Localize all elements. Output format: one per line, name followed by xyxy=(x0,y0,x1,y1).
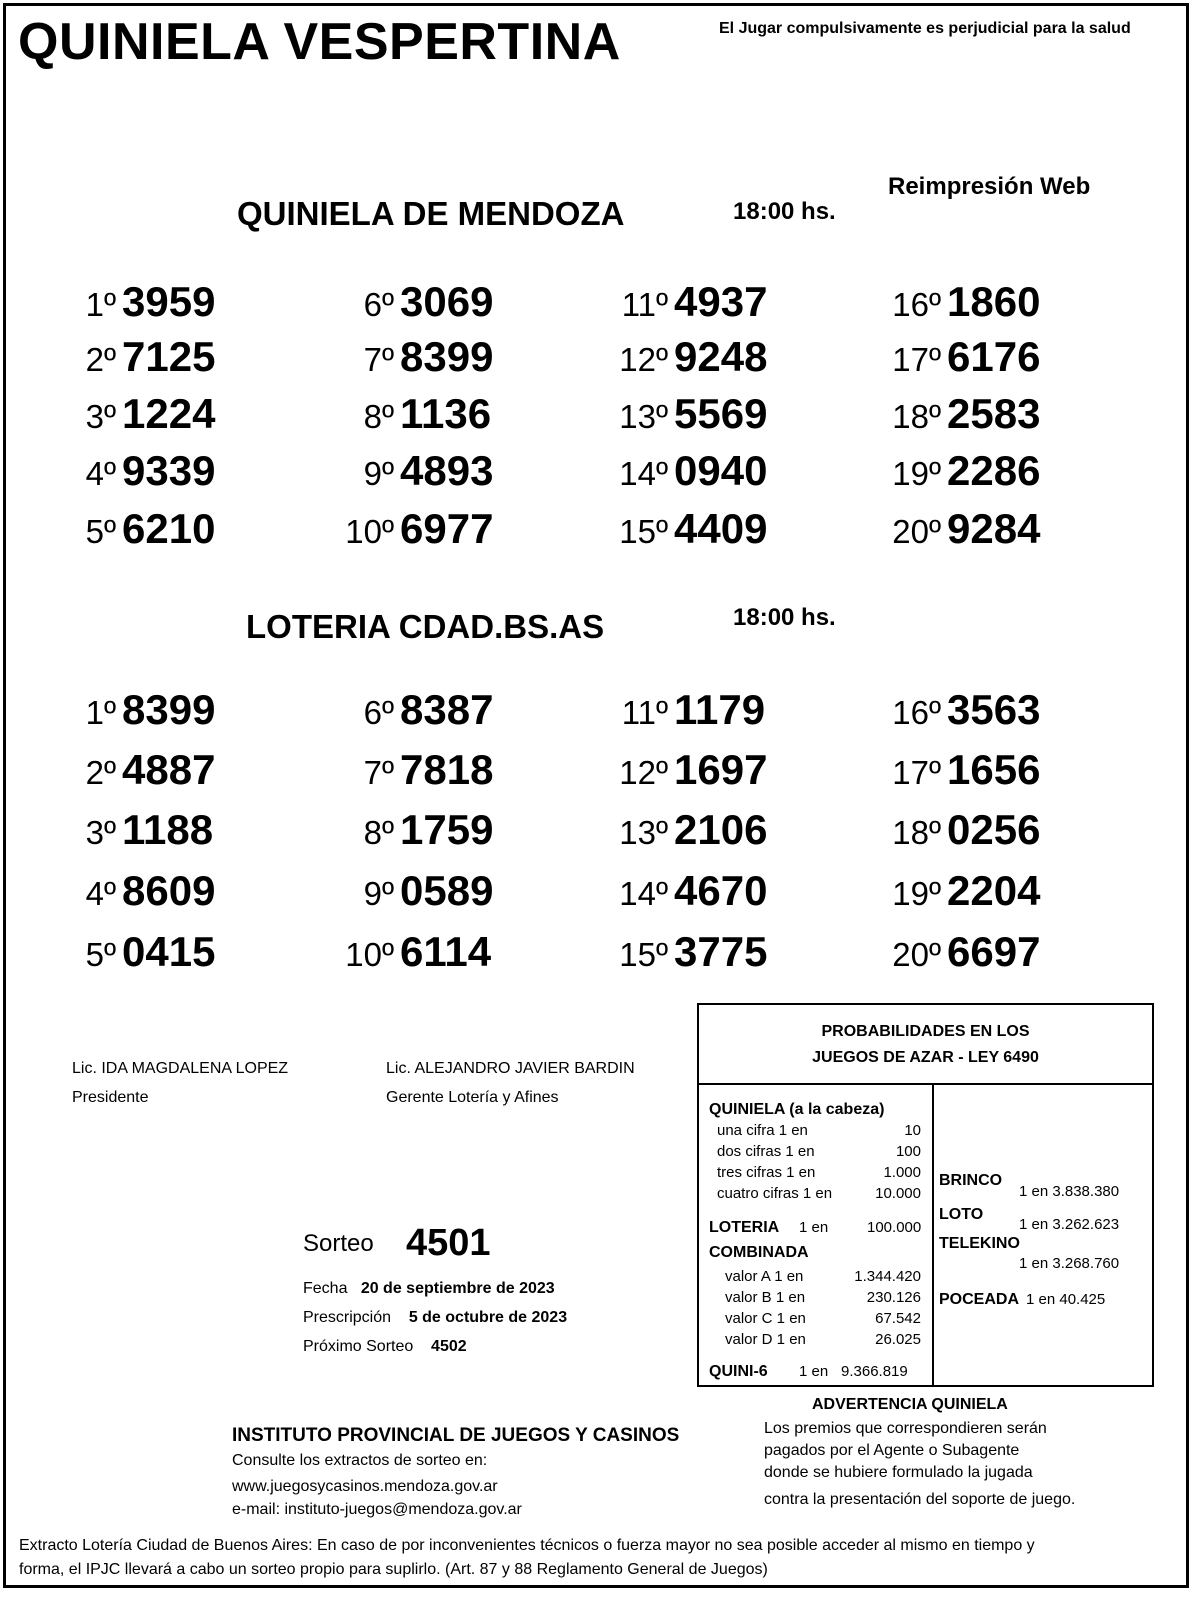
prob-row-label: valor B 1 en xyxy=(725,1289,806,1306)
footer-note-line1: Extracto Lotería Ciudad de Buenos Aires: En caso de por inconvenientes técnicos o fuerza mayor no sea posible acceder al mismo en tiempo y xyxy=(19,1537,1035,1554)
result-position: 9º xyxy=(363,455,394,492)
result-cell xyxy=(877,867,1040,915)
probabilities-title-line1: PROBABILIDADES EN LOS xyxy=(821,1023,1030,1040)
result-number: 1860 xyxy=(947,278,1041,325)
result-number: 1224 xyxy=(122,390,216,437)
result-cell xyxy=(52,447,215,495)
result-position: 1º xyxy=(85,694,116,731)
institute-website: www.juegosycasinos.mendoza.gov.ar xyxy=(232,1478,498,1495)
result-number: 9339 xyxy=(122,447,216,494)
result-position: 18º xyxy=(892,398,941,435)
result-cell xyxy=(330,505,493,553)
result-position: 5º xyxy=(85,513,116,550)
section-time-mendoza: 18:00 hs. xyxy=(733,198,836,225)
result-cell xyxy=(604,278,767,326)
prob-row-value: 1.344.420 xyxy=(854,1268,921,1285)
result-position: 12º xyxy=(619,341,668,378)
footer-note-line2: forma, el IPJC llevará a cabo un sorteo propio para suplirlo. (Art. 87 y 88 Reglamento General de Juegos) xyxy=(19,1561,768,1578)
result-position: 20º xyxy=(892,513,941,550)
result-number: 6176 xyxy=(947,333,1041,380)
result-cell xyxy=(604,390,767,438)
result-position: 20º xyxy=(892,936,941,973)
probabilities-box xyxy=(697,1003,1154,1387)
result-cell xyxy=(330,686,493,734)
prob-row-label: valor C 1 en xyxy=(725,1310,806,1327)
result-cell xyxy=(330,278,493,326)
result-position: 2º xyxy=(85,341,116,378)
advertencia-title: ADVERTENCIA QUINIELA xyxy=(812,1396,1008,1413)
prob-row-value: 67.542 xyxy=(875,1310,921,1327)
probabilities-header xyxy=(699,1005,1152,1085)
result-position: 2º xyxy=(85,754,116,791)
signature-role: Gerente Lotería y Afines xyxy=(386,1089,559,1106)
prob-row-label: una cifra 1 en xyxy=(717,1122,808,1139)
institute-email: e-mail: instituto-juegos@mendoza.gov.ar xyxy=(232,1501,522,1518)
result-position: 17º xyxy=(892,341,941,378)
signature-role: Presidente xyxy=(72,1089,149,1106)
result-position: 6º xyxy=(363,694,394,731)
result-number: 4670 xyxy=(674,867,768,914)
result-cell xyxy=(330,390,491,438)
prescripcion-row xyxy=(303,1309,567,1327)
prob-row-value: 10 xyxy=(904,1122,921,1139)
result-number: 8609 xyxy=(122,867,216,914)
prob-row-label: dos cifras 1 en xyxy=(717,1143,815,1160)
telekino-prob-label: TELEKINO xyxy=(939,1235,1020,1252)
result-number: 1136 xyxy=(400,390,492,437)
proximo-label: Próximo Sorteo xyxy=(303,1338,414,1355)
result-number: 6210 xyxy=(122,505,216,552)
result-number: 9284 xyxy=(947,505,1041,552)
advertencia-line: contra la presentación del soporte de juego. xyxy=(764,1491,1076,1508)
result-position: 15º xyxy=(619,513,668,550)
result-cell xyxy=(877,333,1040,381)
result-cell xyxy=(877,686,1040,734)
result-number: 1179 xyxy=(674,686,766,733)
result-position: 16º xyxy=(892,286,941,323)
poceada-prob-label: POCEADA xyxy=(939,1291,1020,1308)
result-number: 0256 xyxy=(947,806,1041,853)
fecha-row xyxy=(303,1280,555,1298)
poceada-prob-value: 1 en 40.425 xyxy=(1026,1291,1106,1308)
result-number: 3959 xyxy=(122,278,216,325)
result-number: 2106 xyxy=(674,806,768,853)
result-cell xyxy=(52,928,215,976)
result-position: 12º xyxy=(619,754,668,791)
result-position: 13º xyxy=(619,398,668,435)
result-number: 3775 xyxy=(674,928,768,975)
section-title-loteria: LOTERIA CDAD.BS.AS xyxy=(246,608,605,645)
result-cell xyxy=(877,806,1040,854)
result-cell xyxy=(52,390,215,438)
result-cell xyxy=(52,867,215,915)
prob-row-value: 26.025 xyxy=(875,1331,921,1348)
result-position: 6º xyxy=(363,286,394,323)
result-cell xyxy=(330,806,493,854)
result-position: 19º xyxy=(892,455,941,492)
result-cell xyxy=(604,505,767,553)
result-position: 1º xyxy=(85,286,116,323)
result-position: 3º xyxy=(85,814,116,851)
result-number: 2204 xyxy=(947,867,1041,914)
result-cell xyxy=(52,686,215,734)
result-number: 8399 xyxy=(400,333,494,380)
loteria-prob-label: LOTERIA xyxy=(709,1219,780,1236)
result-number: 7125 xyxy=(122,333,216,380)
result-position: 15º xyxy=(619,936,668,973)
section-time-loteria: 18:00 hs. xyxy=(733,604,836,631)
result-cell xyxy=(604,447,767,495)
section-title-mendoza: QUINIELA DE MENDOZA xyxy=(237,195,625,232)
result-position: 11º xyxy=(621,286,668,323)
result-number: 4887 xyxy=(122,746,216,793)
brinco-prob-value: 1 en 3.838.380 xyxy=(1019,1183,1120,1200)
telekino-prob-value: 1 en 3.268.760 xyxy=(1019,1255,1120,1272)
result-position: 3º xyxy=(85,398,116,435)
proximo-value: 4502 xyxy=(431,1338,467,1355)
result-cell xyxy=(877,278,1040,326)
result-cell xyxy=(877,447,1040,495)
quini6-prob-label: QUINI-6 xyxy=(709,1363,768,1380)
reprint-label: Reimpresión Web xyxy=(888,173,1091,200)
result-number: 3069 xyxy=(400,278,494,325)
prob-row-label: valor D 1 en xyxy=(725,1331,806,1348)
institute-line: Consulte los extractos de sorteo en: xyxy=(232,1452,488,1469)
result-number: 4409 xyxy=(674,505,768,552)
result-number: 4893 xyxy=(400,447,494,494)
result-number: 7818 xyxy=(400,746,494,793)
result-number: 9248 xyxy=(674,333,768,380)
probabilities-title-line2: JUEGOS DE AZAR - LEY 6490 xyxy=(812,1049,1039,1066)
result-cell xyxy=(52,806,213,854)
result-position: 18º xyxy=(892,814,941,851)
result-position: 7º xyxy=(363,341,394,378)
page-title: QUINIELA VESPERTINA xyxy=(18,13,621,71)
gambling-warning: El Jugar compulsivamente es perjudicial para la salud xyxy=(719,20,1131,37)
result-cell xyxy=(604,928,767,976)
result-position: 13º xyxy=(619,814,668,851)
result-cell xyxy=(877,390,1040,438)
result-number: 5569 xyxy=(674,390,768,437)
prob-row-value: 230.126 xyxy=(866,1289,921,1306)
result-cell xyxy=(52,333,215,381)
result-number: 0589 xyxy=(400,867,494,914)
fecha-value: 20 de septiembre de 2023 xyxy=(360,1280,555,1297)
probabilities-divider xyxy=(932,1085,934,1385)
prob-row-label: tres cifras 1 en xyxy=(717,1164,816,1181)
quini6-prob-value: 9.366.819 xyxy=(841,1363,908,1380)
result-position: 8º xyxy=(363,814,394,851)
result-position: 4º xyxy=(85,875,116,912)
loto-prob-label: LOTO xyxy=(939,1206,984,1223)
result-cell xyxy=(604,867,767,915)
result-number: 6114 xyxy=(400,928,492,975)
result-number: 1759 xyxy=(400,806,494,853)
prescripcion-label: Prescripción xyxy=(303,1309,392,1326)
result-position: 14º xyxy=(619,455,668,492)
result-cell xyxy=(877,928,1040,976)
result-number: 2583 xyxy=(947,390,1041,437)
result-position: 10º xyxy=(345,936,394,973)
result-position: 11º xyxy=(621,694,668,731)
result-number: 4937 xyxy=(674,278,768,325)
brinco-prob-label: BRINCO xyxy=(939,1172,1003,1189)
result-position: 9º xyxy=(363,875,394,912)
advertencia-line: Los premios que correspondieren serán xyxy=(764,1420,1047,1437)
result-number: 2286 xyxy=(947,447,1041,494)
prob-row-label: cuatro cifras 1 en xyxy=(717,1185,833,1202)
result-cell xyxy=(330,867,493,915)
result-number: 8387 xyxy=(400,686,494,733)
result-number: 1656 xyxy=(947,746,1041,793)
combinada-prob-title: COMBINADA xyxy=(709,1244,809,1261)
result-number: 6697 xyxy=(947,928,1041,975)
sorteo-number: 4501 xyxy=(406,1222,491,1264)
result-cell xyxy=(604,746,767,794)
result-number: 1188 xyxy=(122,806,214,853)
result-cell xyxy=(330,333,493,381)
result-position: 16º xyxy=(892,694,941,731)
result-cell xyxy=(604,806,767,854)
result-position: 4º xyxy=(85,455,116,492)
prob-row-value: 100 xyxy=(895,1143,921,1160)
advertencia-line: pagados por el Agente o Subagente xyxy=(764,1442,1020,1459)
prob-row-value: 10.000 xyxy=(875,1185,921,1202)
result-cell xyxy=(330,928,491,976)
result-position: 5º xyxy=(85,936,116,973)
signature-name: Lic. IDA MAGDALENA LOPEZ xyxy=(72,1060,289,1077)
result-position: 17º xyxy=(892,754,941,791)
result-position: 7º xyxy=(363,754,394,791)
fecha-label: Fecha xyxy=(303,1280,348,1297)
result-cell xyxy=(877,746,1040,794)
result-number: 6977 xyxy=(400,505,494,552)
prescripcion-value: 5 de octubre de 2023 xyxy=(408,1309,568,1326)
quini6-prob-text: 1 en xyxy=(799,1363,829,1380)
prob-row-label: valor A 1 en xyxy=(725,1268,804,1285)
result-cell xyxy=(877,505,1040,553)
result-cell xyxy=(604,686,765,734)
result-number: 8399 xyxy=(122,686,216,733)
quiniela-prob-title: QUINIELA (a la cabeza) xyxy=(709,1101,885,1118)
sorteo-label: Sorteo xyxy=(303,1230,374,1257)
result-number: 0940 xyxy=(674,447,768,494)
result-position: 8º xyxy=(363,398,394,435)
institute-title: INSTITUTO PROVINCIAL DE JUEGOS Y CASINOS xyxy=(232,1425,680,1446)
result-number: 3563 xyxy=(947,686,1041,733)
result-position: 14º xyxy=(619,875,668,912)
result-cell xyxy=(52,278,215,326)
loto-prob-value: 1 en 3.262.623 xyxy=(1019,1216,1120,1233)
advertencia-line: donde se hubiere formulado la jugada xyxy=(764,1464,1033,1481)
prob-row-value: 1.000 xyxy=(883,1164,921,1181)
result-position: 19º xyxy=(892,875,941,912)
result-cell xyxy=(604,333,767,381)
result-cell xyxy=(52,505,215,553)
result-cell xyxy=(330,746,493,794)
result-position: 10º xyxy=(345,513,394,550)
signature-name: Lic. ALEJANDRO JAVIER BARDIN xyxy=(386,1060,635,1077)
result-number: 1697 xyxy=(674,746,768,793)
loteria-prob-value: 100.000 xyxy=(867,1219,922,1236)
result-cell xyxy=(330,447,493,495)
result-cell xyxy=(52,746,215,794)
loteria-prob-text: 1 en xyxy=(799,1219,829,1236)
result-number: 0415 xyxy=(122,928,216,975)
proximo-row xyxy=(303,1338,467,1356)
